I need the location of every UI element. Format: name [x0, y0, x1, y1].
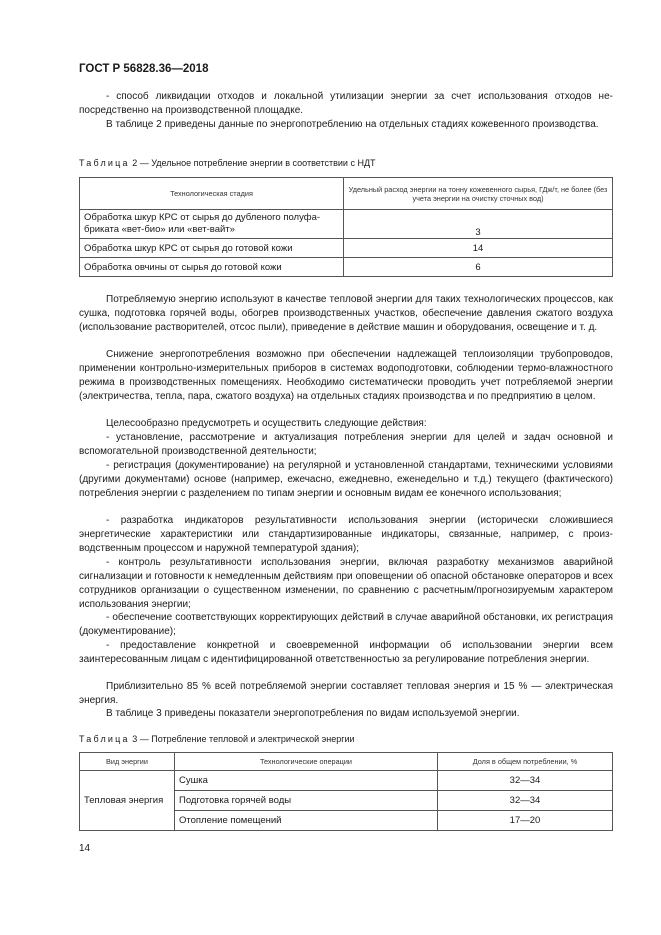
table-cell-stage: Обработка шкур КРС от сырья до готовой кожи — [80, 239, 344, 258]
table-row — [80, 771, 613, 791]
page-number: 14 — [79, 843, 91, 854]
table-cell-operation: Подготовка горячей воды — [175, 791, 438, 811]
table-3-caption — [79, 734, 355, 744]
caption-label: Таблица — [79, 158, 130, 168]
paragraph: Приблизительно 85 % всей потребляемой энергии составляет тепловая энергия и 15 % — электрическая энергия. — [79, 681, 613, 706]
table-cell-stage: Обработка шкур КРС от сырья до дубленого полуфабриката «вет-био» или «вет-вайт» — [80, 210, 344, 239]
table-row — [80, 210, 613, 239]
table-2-caption — [79, 158, 376, 168]
list-item: - разработка индикаторов результативности использования энергии (исторически сложившиеся энергетические характеристики или стандартизированные индикаторы, связанные, например, с производственным процессом и наружной температурой здания); — [79, 515, 613, 554]
table-cell-energy-type: Тепловая энергия — [80, 771, 175, 831]
list-item: - предоставление конкретной и своевременной информации об использовании энергии всем заинтересованным лицам с идентифицированной ответственностью за регулирование потребления энергии. — [79, 640, 613, 665]
table-cell-value: 3 — [344, 210, 613, 239]
table-3 — [79, 752, 613, 831]
table-cell-operation: Отопление помещений — [175, 811, 438, 831]
table-row — [80, 258, 613, 277]
table-cell-share: 17—20 — [438, 811, 613, 831]
table-header-cell: Вид энергии — [80, 753, 175, 771]
table-cell-value: 14 — [344, 239, 613, 258]
table-row — [80, 239, 613, 258]
table-header-cell: Удельный расход энергии на тонну кожевенного сырья, ГДж/т, не более (без учета энергии на очистку сточных вод) — [344, 178, 613, 210]
list-item: - контроль результативности использования энергии, включая разработку механизмов аварийной сигнализации и готовности к немедленным действиям при оповещении об опасной обстановке операторов и всех сотрудников организации о существенном изменении, по сравнению с расчетным/прогнозируемым характером использования энергии; — [79, 557, 613, 610]
table-cell-stage: Обработка овчины от сырья до готовой кожи — [80, 258, 344, 277]
table-cell-value: 6 — [344, 258, 613, 277]
paragraph: - способ ликвидации отходов и локальной утилизации энергии за счет использования отходов непосредственно на производственной площадке. — [79, 91, 613, 116]
table-cell-operation: Сушка — [175, 771, 438, 791]
caption-text: 3 — Потребление тепловой и электрической энергии — [132, 734, 355, 744]
table-cell-share: 32—34 — [438, 771, 613, 791]
table-cell-share: 32—34 — [438, 791, 613, 811]
table-header-cell: Доля в общем потреблении, % — [438, 753, 613, 771]
table-header-cell: Технологическая стадия — [80, 178, 344, 210]
list-item: - регистрация (документирование) на регулярной и установленной стандартами, техническими условиями (другими документами) основе (например, ежечасно, ежедневно, еженедельно и т.д.) текущего (фактического) потребления энергии с разделением по типам энергии и основным видам ее конечного использования; — [79, 460, 613, 499]
caption-text: 2 — Удельное потребление энергии в соответствии с НДТ — [132, 158, 376, 168]
paragraph: В таблице 2 приведены данные по энергопотреблению на отдельных стадиях кожевенного производства. — [106, 119, 599, 130]
caption-label: Таблица — [79, 734, 130, 744]
paragraph: Снижение энергопотребления возможно при обеспечении надлежащей теплоизоляции трубопроводов, применении контрольно-измерительных приборов в системах водоподготовки, соблюдении термо-влажностного режима в производственных помещениях. Необходимо систематически проводить учет потребляемой энергии (электричества, тепла, пара, сжатого воздуха) на отдельных стадиях производства и по предприятию в целом. — [79, 349, 613, 402]
list-item: - обеспечение соответствующих корректирующих действий в случае аварийной обстановки, их регистрация (документирование); — [79, 612, 613, 637]
document-header: ГОСТ Р 56828.36—2018 — [79, 63, 209, 75]
paragraph: В таблице 3 приведены показатели энергопотребления по видам используемой энергии. — [106, 708, 520, 719]
table-2 — [79, 177, 613, 277]
table-header-cell: Технологические операции — [175, 753, 438, 771]
paragraph: Потребляемую энергию используют в качестве тепловой энергии для таких технологических процессов, как сушка, подготовка горячей воды, обогрев производственных участков, обеспечение давления сжатого воздуха (использование растворителей, отсос пыли), приведение в действие машин и оборудования, освещение и т. д. — [79, 294, 613, 333]
list-item: - установление, рассмотрение и актуализация потребления энергии для целей и задач основной и вспомогательной производственной деятельности; — [79, 432, 613, 457]
paragraph: Целесообразно предусмотреть и осуществить следующие действия: — [106, 418, 427, 429]
